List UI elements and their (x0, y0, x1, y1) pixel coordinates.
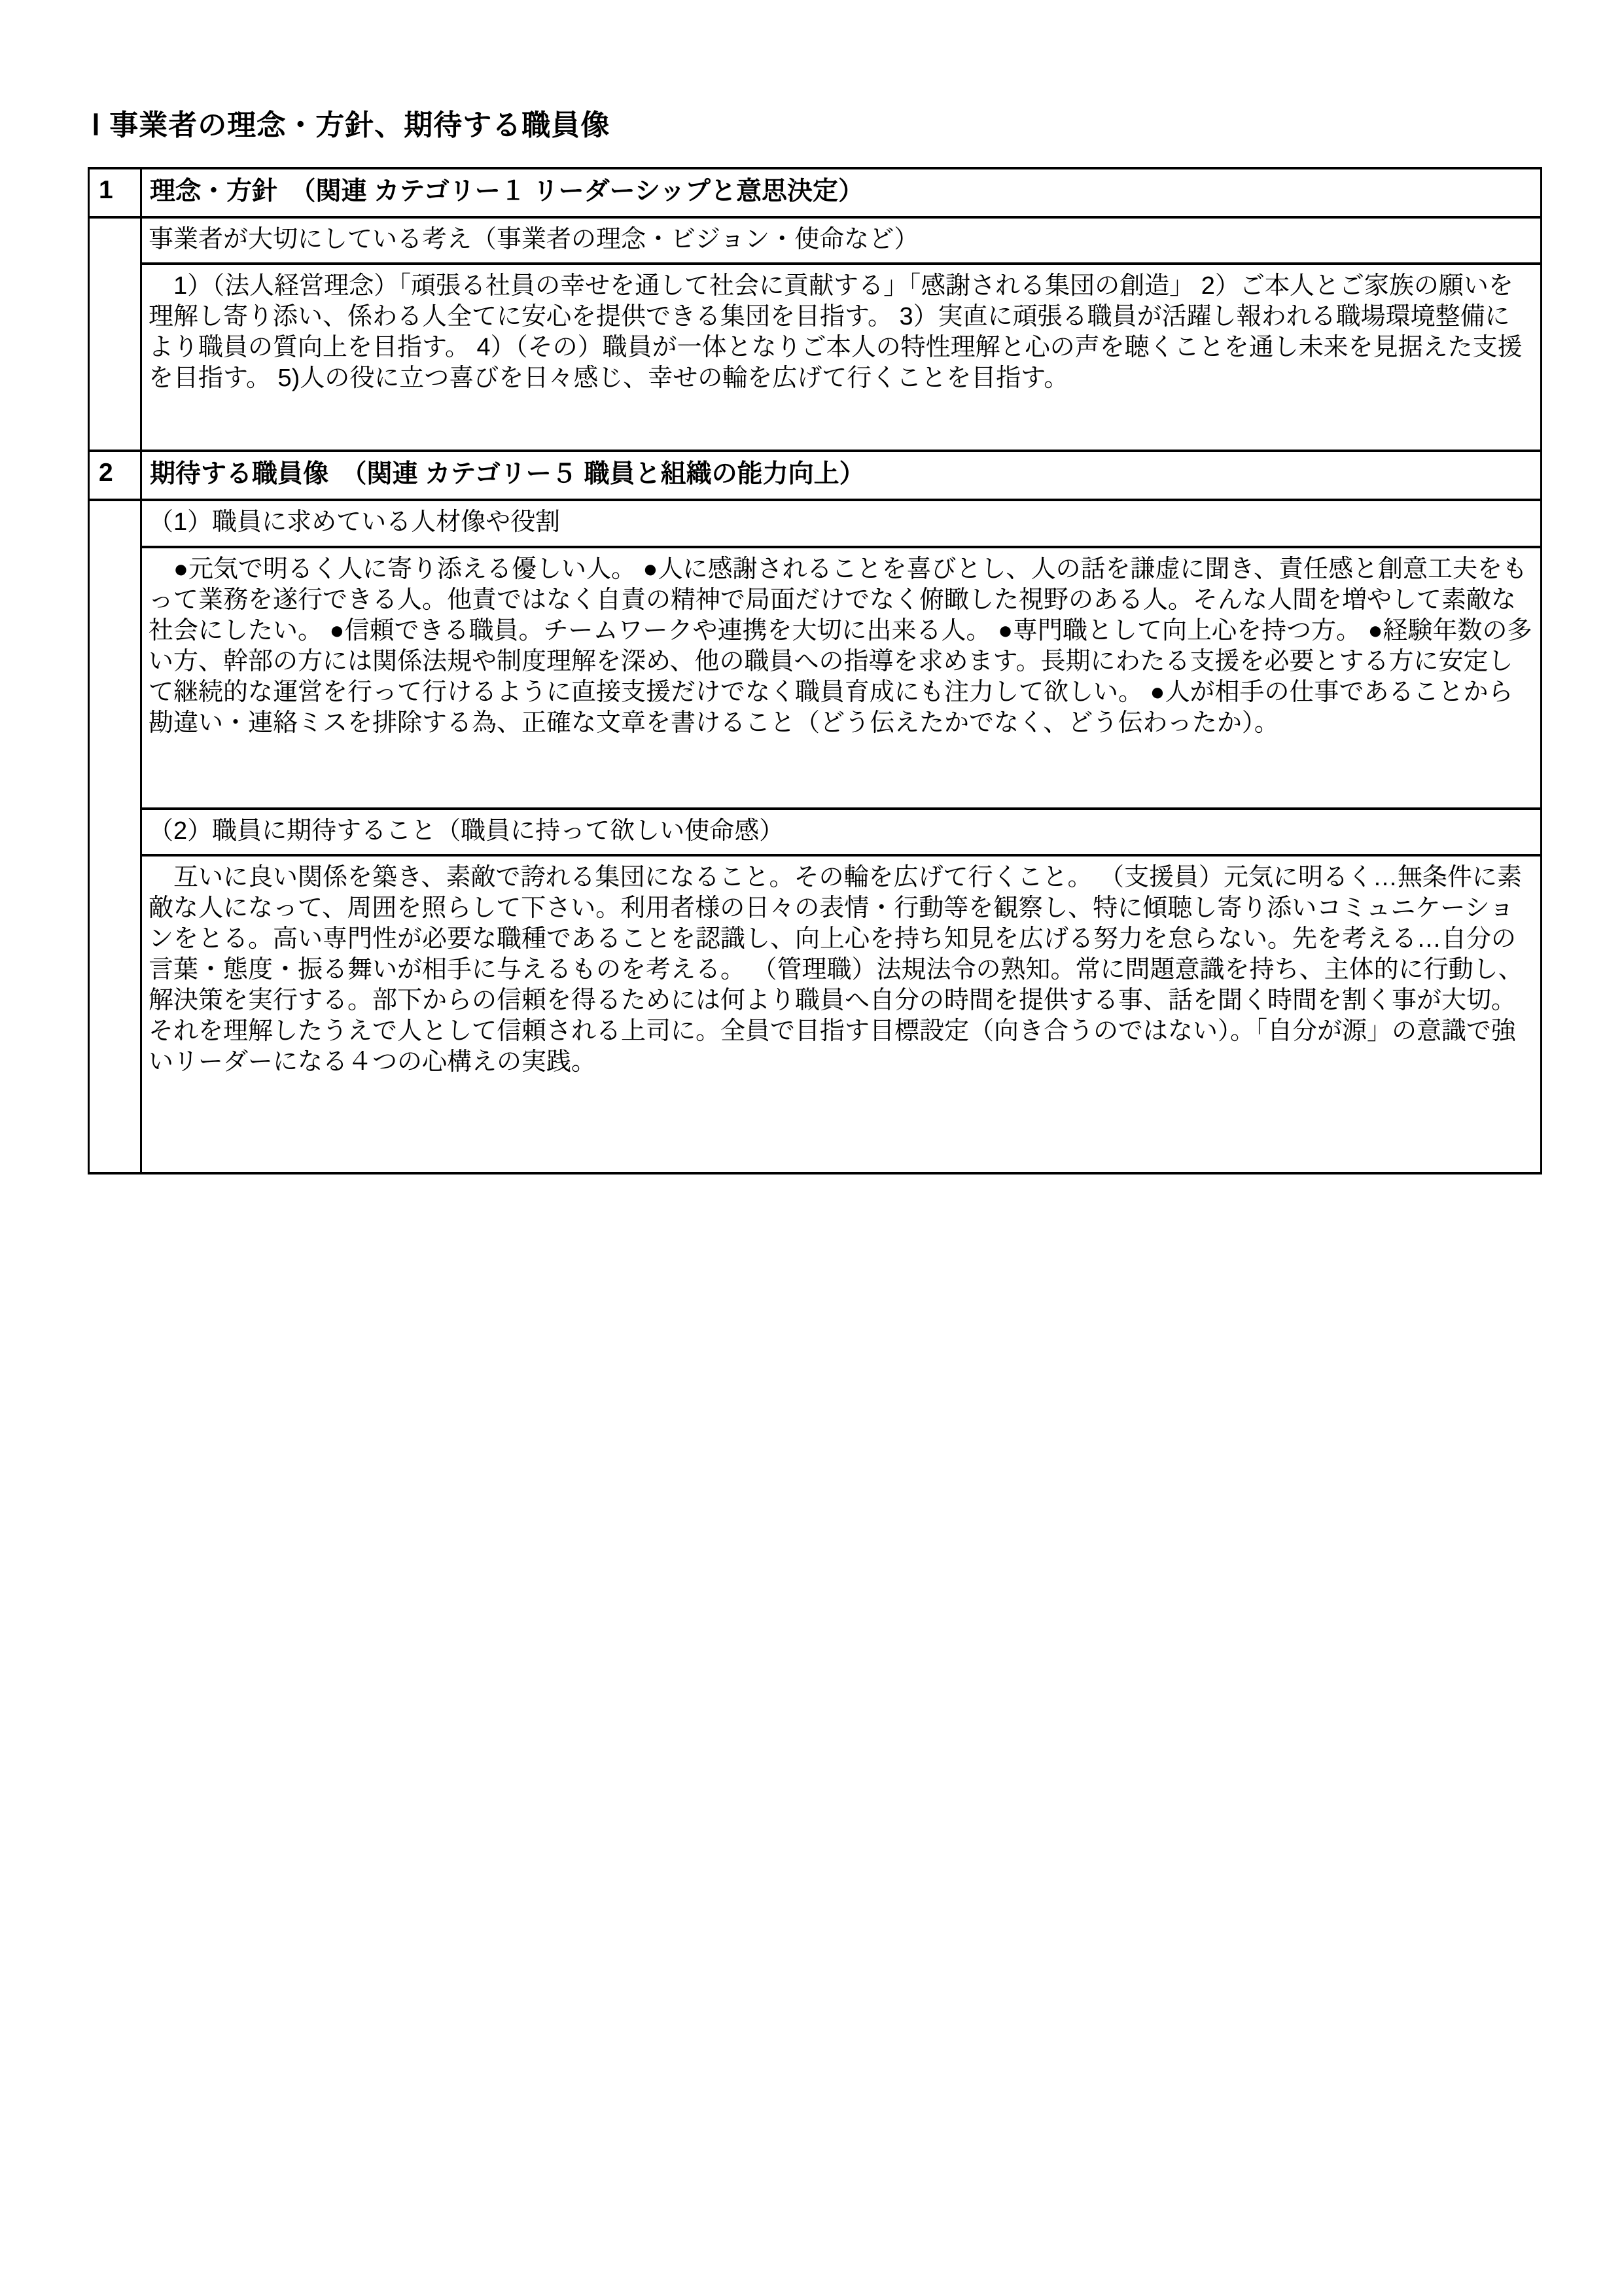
section-1-number: 1 (90, 169, 142, 216)
section-2-number: 2 (90, 452, 142, 499)
section-1-subsection-1-label: 事業者が大切にしている考え（事業者の理念・ビジョン・使命など） (142, 219, 1540, 266)
section-2-subsection-2-label: （2）職員に期待すること（職員に持って欲しい使命感） (142, 810, 1540, 857)
section-1-content (142, 219, 1540, 450)
section-1-body-row (90, 219, 1540, 453)
philosophy-policy-table (88, 167, 1542, 1174)
section-2-header-row (90, 452, 1540, 501)
section-1-heading: 理念・方針 （関連 カテゴリー１ リーダーシップと意思決定） (150, 177, 864, 205)
section-1-number-spacer (90, 219, 142, 450)
section-2-subsection-2-body: 互いに良い関係を築き、素敵で誇れる集団になること。その輪を広げて行くこと。 （支援員）元気に明るく…無条件に素敵な人になって、周囲を照らして下さい。利用者様の日々の表情・行動等を観察し、特に傾聴し寄り添いコミュニケーションをとる。高い専門性が必要な職種であることを認識し、向上心を持ち知見を広げる努力を怠らない。先を考える…自分の言葉・態度・振る舞いが相手に与えるものを考える。 （管理職）法規法令の熟知。常に問題意識を持ち、主体的に行動し、解決策を実行する。部下からの信頼を得るためには何より職員へ自分の時間を提供する事、話を聞く時間を割く事が大切。それを理解したうえで人として信頼される上司に。全員で目指す目標設定（向き合うのではない）。「自分が源」の意識で強いリーダーになる４つの心構えの実践。 (149, 864, 1523, 1076)
section-1-subsection-1-body: 1）（法人経営理念）「頑張る社員の幸せを通して社会に貢献する」「感謝される集団の創造」 2）ご本人とご家族の願いを理解し寄り添い、係わる人全てに安心を提供できる集団を目指す。 3）実直に頑張る職員が活躍し報われる職場環境整備により職員の質向上を目指す。 4）（その）職員が一体となりご本人の特性理解と心の声を聴くことを通し未来を見据えた支援を目指す。 5)人の役に立つ喜びを日々感じ、幸せの輪を広げて行くことを目指す。 (149, 272, 1523, 393)
section-2-subsection-1-body: ●元気で明るく人に寄り添える優しい人。 ●人に感謝されることを喜びとし、人の話を謙虚に聞き、責任感と創意工夫をもって業務を遂行できる人。他責ではなく自責の精神で局面だけでなく俯瞰した視野のある人。そんな人間を増やして素敵な社会にしたい。 ●信頼できる職員。チームワークや連携を大切に出来る人。 ●専門職として向上心を持つ方。 ●経験年数の多い方、幹部の方には関係法規や制度理解を深め、他の職員への指導を求めます。長期にわたる支援を必要とする方に安定して継続的な運営を行って行けるように直接支援だけでなく職員育成にも注力して欲しい。 ●人が相手の仕事であることから勘違い・連絡ミスを排除する為、正確な文章を書けること（どう伝えたかでなく、どう伝わったか）。 (142, 548, 1540, 810)
section-2-number-spacer (90, 501, 142, 1172)
page-title: Ⅰ 事業者の理念・方針、期待する職員像 (92, 109, 610, 141)
section-2-content (142, 501, 1540, 1172)
section-2-body-row (90, 501, 1540, 1172)
section-2-heading: 期待する職員像 （関連 カテゴリー５ 職員と組織の能力向上） (150, 460, 865, 489)
section-2-subsection-1-label: （1）職員に求めている人材像や役割 (142, 501, 1540, 548)
section-1-header-row (90, 169, 1540, 219)
